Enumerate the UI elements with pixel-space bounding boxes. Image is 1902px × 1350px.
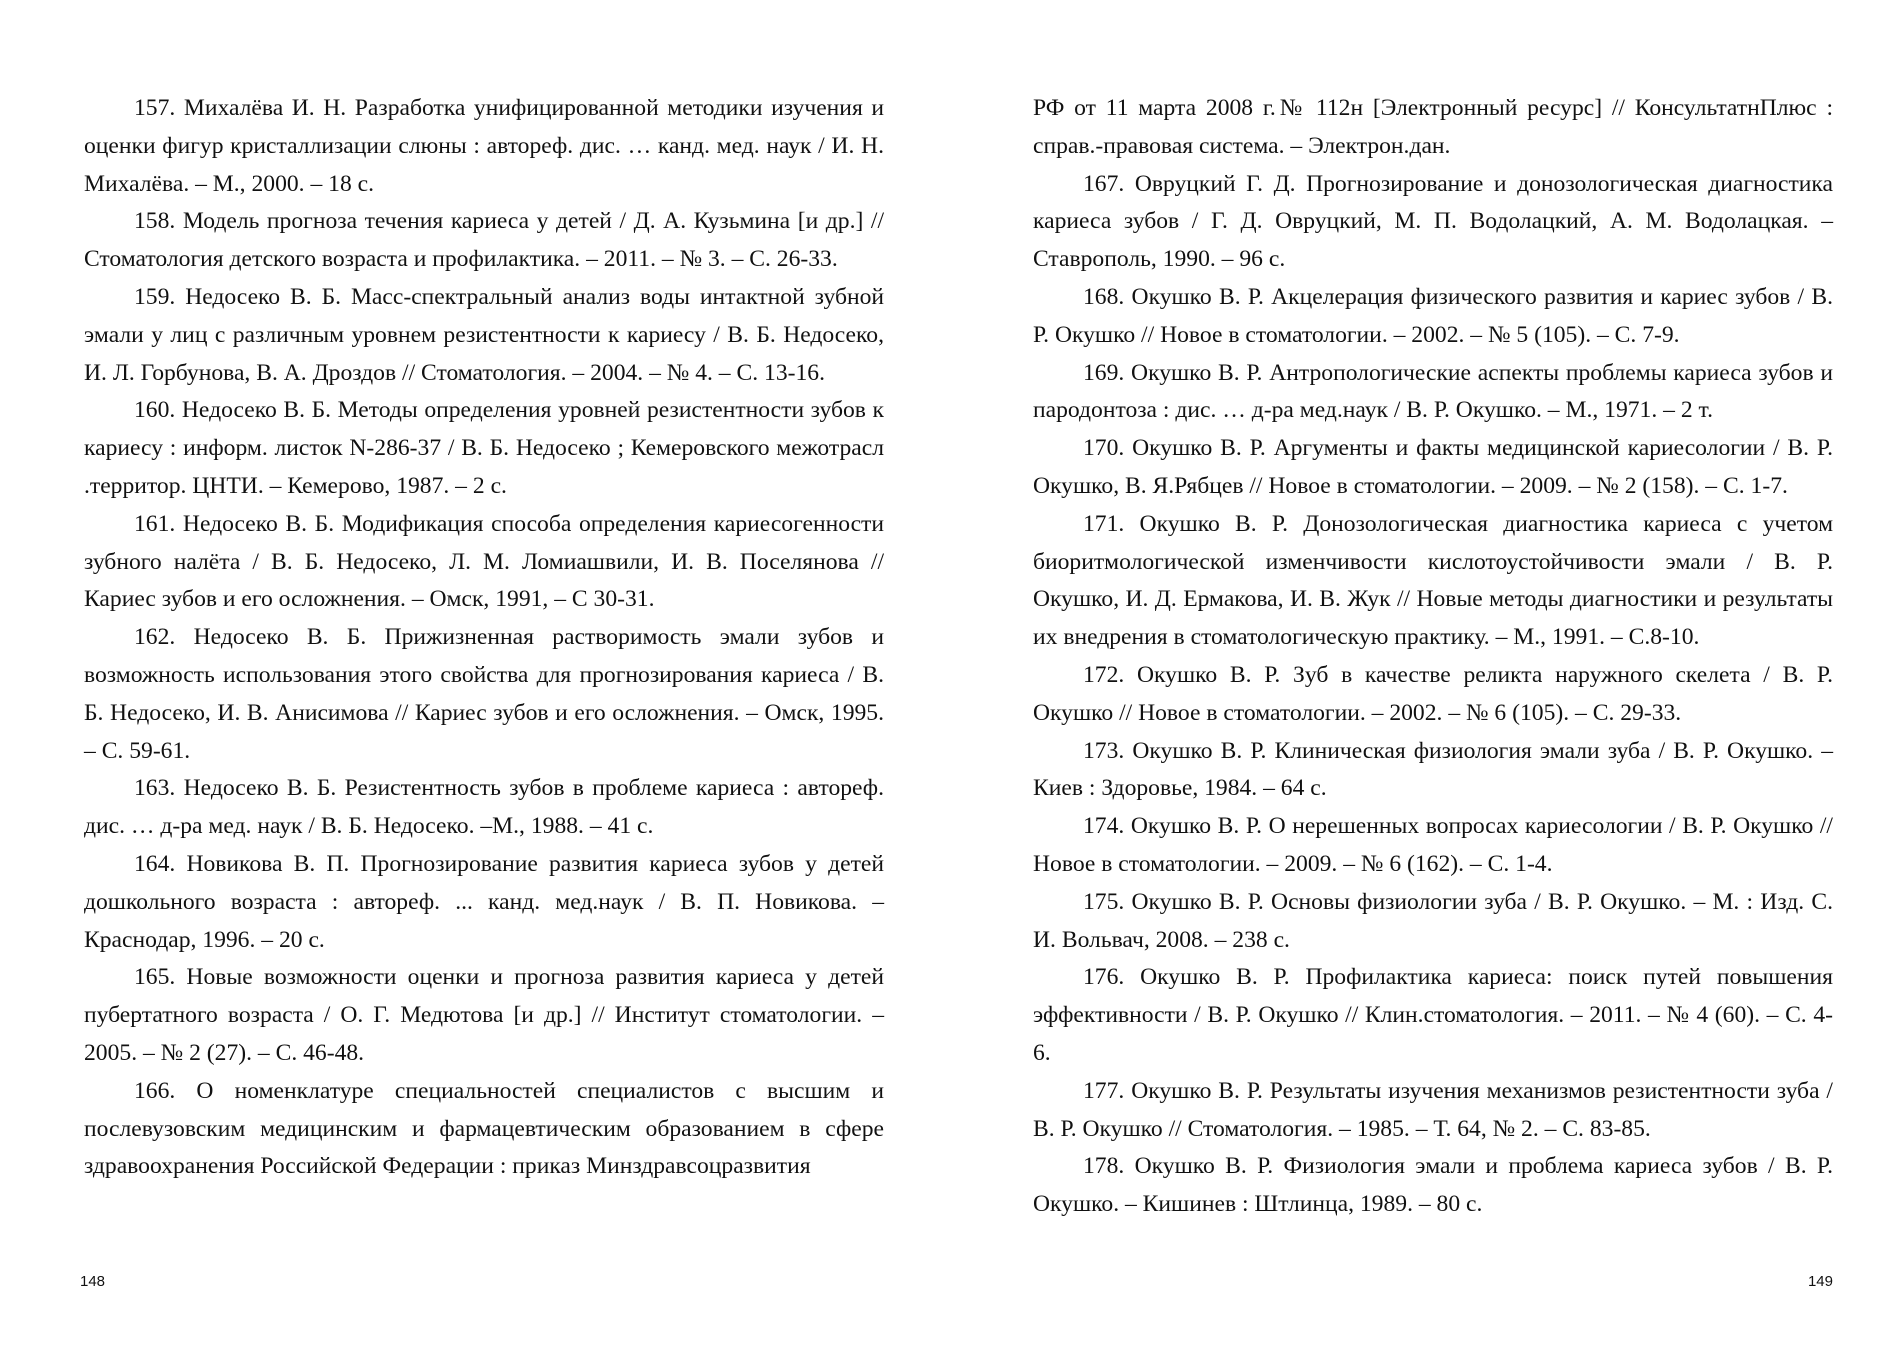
page-number-left: 148 <box>80 1273 106 1290</box>
reference-172: 172. Окушко В. Р. Зуб в качестве реликта наружного скелета / В. Р. Окушко // Новое в стоматологии. – 2002. – № 6 (105). – С. 29-33. <box>1033 661 1833 726</box>
reference-174: 174. Окушко В. Р. О нерешенных вопросах кариесологии / В. Р. Окушко // Новое в стоматологии. – 2009. – № 6 (162). – С. 1-4. <box>1033 813 1833 877</box>
left-reference-column <box>84 90 884 1186</box>
reference-163: 163. Недосеко В. Б. Резистентность зубов в проблеме кариеса : автореф. дис. … д-ра мед. наук / В. Б. Недосеко. –М., 1988. – 41 с. <box>84 775 884 840</box>
reference-166: 166. О номенклатуре специальностей специалистов с высшим и послевузовским медицинским и фармацевтическим образованием в сфере здравоохранения Российской Федерации : приказ Минздравсоцразвития <box>84 1077 884 1180</box>
reference-158: 158. Модель прогноза течения кариеса у детей / Д. А. Кузьмина [и др.] // Стоматология детского возраста и профилактика. – 2011. – № 3. – С. 26-33. <box>84 208 884 273</box>
reference-177: 177. Окушко В. Р. Результаты изучения механизмов резистентности зуба / В. Р. Окушко // Стоматология. – 1985. – Т. 64, № 2. – С. 83-85. <box>1033 1077 1833 1142</box>
right-page <box>951 0 1902 1350</box>
reference-166-continuation: РФ от 11 марта 2008 г.№ 112н [Электронный ресурс] // КонсультатнПлюс : справ.-правовая система. – Электрон.дан. <box>1033 95 1833 159</box>
reference-173: 173. Окушко В. Р. Клиническая физиология эмали зуба / В. Р. Окушко. – Киев : Здоровье, 1984. – 64 с. <box>1033 737 1833 802</box>
reference-157: 157. Михалёва И. Н. Разработка унифицированной методики изучения и оценки фигур кристаллизации слюны : автореф. дис. … канд. мед. наук / И. Н. Михалёва. – М., 2000. – 18 с. <box>84 95 884 197</box>
reference-160: 160. Недосеко В. Б. Методы определения уровней резистентности зубов к кариесу : информ. листок N-286-37 / В. Б. Недосеко ; Кемеровского межотрасл .территор. ЦНТИ. – Кемерово, 1987. – 2 с. <box>84 397 884 499</box>
page-number-right: 149 <box>1807 1273 1833 1290</box>
reference-161: 161. Недосеко В. Б. Модификация способа определения кариесогенности зубного налёта / В. Б. Недосеко, Л. М. Ломиашвили, И. В. Поселянова // Кариес зубов и его осложнения. – Омск, 1991, – С 30-31. <box>84 510 884 613</box>
reference-176: 176. Окушко В. Р. Профилактика кариеса: поиск путей повышения эффективности / В. Р. Окушко // Клин.стоматология. – 2011. – № 4 (60). – С. 4-6. <box>1033 964 1833 1066</box>
reference-162: 162. Недосеко В. Б. Прижизненная растворимость эмали зубов и возможность использования этого свойства для прогнозирования кариеса / В. Б. Недосеко, И. В. Анисимова // Кариес зубов и его осложнения. – Омск, 1995. – С. 59-61. <box>84 624 884 764</box>
right-reference-column <box>1033 90 1833 1224</box>
reference-170: 170. Окушко В. Р. Аргументы и факты медицинской кариесологии / В. Р. Окушко, В. Я.Рябцев // Новое в стоматологии. – 2009. – № 2 (158). – С. 1-7. <box>1033 435 1833 499</box>
reference-178: 178. Окушко В. Р. Физиология эмали и проблема кариеса зубов / В. Р. Окушко. – Кишинев : Штлинца, 1989. – 80 с. <box>1033 1153 1833 1218</box>
reference-175: 175. Окушко В. Р. Основы физиологии зуба / В. Р. Окушко. – М. : Изд. С. И. Вольвач, 2008. – 238 с. <box>1033 888 1833 953</box>
reference-168: 168. Окушко В. Р. Акцелерация физического развития и кариес зубов / В. Р. Окушко // Новое в стоматологии. – 2002. – № 5 (105). – С. 7-9. <box>1033 283 1833 348</box>
reference-171: 171. Окушко В. Р. Донозологическая диагностика кариеса с учетом биоритмологической изменчивости кислотоустойчивости эмали / В. Р. Окушко, И. Д. Ермакова, И. В. Жук // Новые методы диагностики и результаты их внедрения в стоматологическую практику. – М., 1991. – С.8-10. <box>1033 510 1833 651</box>
reference-165: 165. Новые возможности оценки и прогноза развития кариеса у детей пубертатного возраста / О. Г. Медютова [и др.] // Институт стоматологии. – 2005. – № 2 (27). – С. 46-48. <box>84 964 884 1066</box>
reference-159: 159. Недосеко В. Б. Масс-спектральный анализ воды интактной зубной эмали у лиц с различным уровнем резистентности к кариесу / В. Б. Недосеко, И. Л. Горбунова, В. А. Дроздов // Стоматология. – 2004. – № 4. – С. 13-16. <box>84 283 884 386</box>
reference-167: 167. Овруцкий Г. Д. Прогнозирование и донозологическая диагностика кариеса зубов / Г. Д. Овруцкий, М. П. Водолацкий, А. М. Водолацкая. – Ставрополь, 1990. – 96 с. <box>1033 170 1833 273</box>
reference-164: 164. Новикова В. П. Прогнозирование развития кариеса зубов у детей дошкольного возраста : автореф. ... канд. мед.наук / В. П. Новикова. – Краснодар, 1996. – 20 с. <box>84 850 884 953</box>
reference-169: 169. Окушко В. Р. Антропологические аспекты проблемы кариеса зубов и пародонтоза : дис. … д-ра мед.наук / В. Р. Окушко. – М., 1971. – 2 т. <box>1033 359 1833 424</box>
